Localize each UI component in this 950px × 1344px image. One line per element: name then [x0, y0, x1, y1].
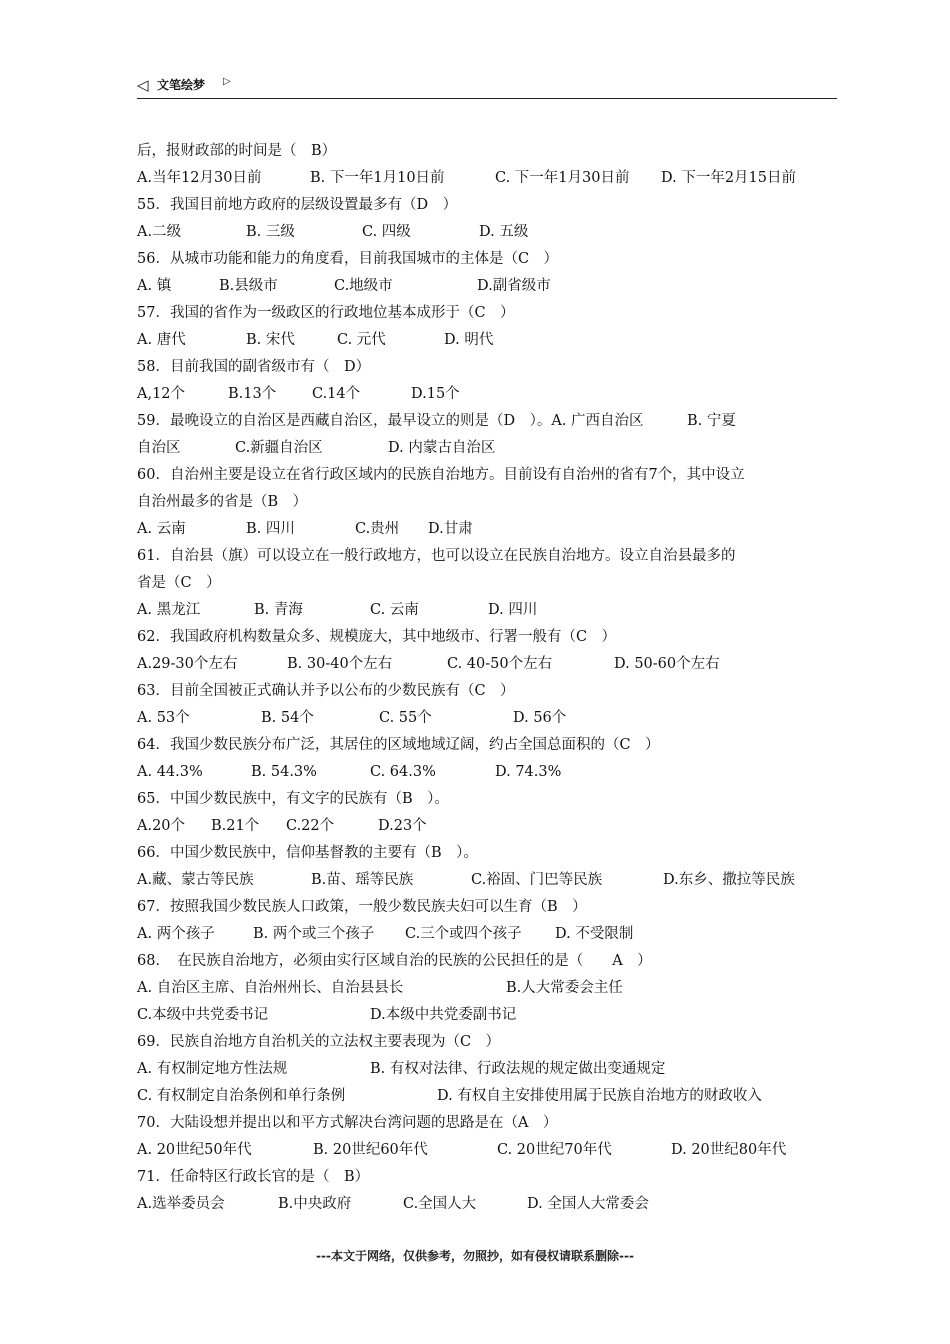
answer-option: B. 四川: [246, 521, 295, 537]
question-line: 65．中国少数民族中，有文字的民族有（B ）。: [137, 791, 449, 807]
question-line: 63．目前全国被正式确认并予以公布的少数民族有（C ）: [137, 683, 515, 699]
answer-option: B. 三级: [246, 224, 295, 240]
answer-option: C.裕固、门巴等民族: [471, 872, 603, 888]
right-triangle-icon: ▷: [223, 76, 231, 87]
options-line: [137, 381, 837, 408]
answer-option: D. 有权自主安排使用属于民族自治地方的财政收入: [437, 1088, 762, 1104]
options-line: [137, 327, 837, 354]
answer-option: A. 有权制定地方性法规: [137, 1061, 288, 1077]
answer-option: B. 54.3%: [251, 764, 317, 780]
answer-option: C.三个或四个孩子: [405, 926, 522, 942]
answer-option: C.全国人大: [403, 1196, 477, 1212]
answer-option: A. 云南: [137, 521, 186, 537]
question-line: 66．中国少数民族中，信仰基督教的主要有（B ）。: [137, 845, 478, 861]
options-line: [137, 516, 837, 543]
answer-option: C. 四级: [362, 224, 411, 240]
answer-option: C.本级中共党委书记: [137, 1007, 269, 1023]
answer-option: B. 54个: [261, 710, 314, 726]
answer-option: A,12个: [137, 386, 186, 402]
answer-option: C. 元代: [337, 332, 386, 348]
answer-option: D. 20世纪80年代: [671, 1142, 787, 1158]
options-line: [137, 813, 837, 840]
options-line: [137, 975, 837, 1002]
options-line: [137, 435, 837, 462]
answer-option: B.人大常委会主任: [506, 980, 623, 996]
answer-option: B. 两个或三个孩子: [253, 926, 375, 942]
answer-option: B. 30-40个左右: [287, 656, 393, 672]
answer-option: A. 镇: [137, 278, 172, 294]
answer-option: B.13个: [228, 386, 277, 402]
answer-option: B. 下一年1月10日前: [310, 170, 445, 186]
question-line: 69．民族自治地方自治机关的立法权主要表现为（C ）: [137, 1034, 501, 1050]
question-line: 62．我国政府机构数量众多、规模庞大，其中地级市、行署一般有（C ）: [137, 629, 617, 645]
options-line: [137, 1137, 837, 1164]
question-line: 70．大陆设想并提出以和平方式解决台湾问题的思路是在（A ）: [137, 1115, 558, 1131]
options-line: [137, 759, 837, 786]
answer-option: C. 有权制定自治条例和单行条例: [137, 1088, 346, 1104]
question-line: 64．我国少数民族分布广泛，其居住的区域地域辽阔，约占全国总面积的（C ）: [137, 737, 660, 753]
options-line: [137, 273, 837, 300]
answer-option: D. 四川: [488, 602, 538, 618]
options-line: [137, 705, 837, 732]
answer-option: D. 明代: [444, 332, 494, 348]
question-line: 59．最晚设立的自治区是西藏自治区，最早设立的则是（D ）。A. 广西自治区 B. 宁夏: [137, 413, 736, 429]
options-line: [137, 651, 837, 678]
options-line: [137, 1002, 837, 1029]
answer-option: D. 50-60个左右: [614, 656, 720, 672]
answer-option: D. 五级: [479, 224, 529, 240]
answer-option: A. 自治区主席、自治州州长、自治县县长: [137, 980, 404, 996]
answer-option: C. 云南: [370, 602, 419, 618]
left-triangle-icon: ◁: [137, 76, 149, 94]
question-line: 省是（C ）: [137, 575, 221, 591]
answer-option: A.藏、蒙古等民族: [137, 872, 254, 888]
answer-option: A.20个: [137, 818, 186, 834]
question-line: 60．自治州主要是设立在省行政区域内的民族自治地方。目前设有自治州的省有7个，其中设立: [137, 467, 745, 483]
answer-option: D. 不受限制: [555, 926, 634, 942]
options-line: [137, 1083, 837, 1110]
answer-option: C. 下一年1月30日前: [495, 170, 630, 186]
answer-option: A.29-30个左右: [137, 656, 238, 672]
question-line: 57．我国的省作为一级政区的行政地位基本成形于（C ）: [137, 305, 515, 321]
options-line: [137, 597, 837, 624]
options-line: [137, 165, 837, 192]
answer-option: D. 全国人大常委会: [527, 1196, 649, 1212]
page-header: [137, 76, 837, 99]
answer-option: D.甘肃: [428, 521, 473, 537]
answer-option: A. 两个孩子: [137, 926, 215, 942]
answer-option: C.22个: [286, 818, 335, 834]
answer-option: A.当年12月30日前: [137, 170, 262, 186]
answer-option: D.23个: [378, 818, 427, 834]
answer-option: C. 55个: [379, 710, 432, 726]
answer-option: A. 44.3%: [137, 764, 203, 780]
options-line: [137, 921, 837, 948]
answer-option: A.选举委员会: [137, 1196, 225, 1212]
options-line: [137, 867, 837, 894]
answer-option: D.本级中共党委副书记: [370, 1007, 517, 1023]
question-list: [137, 138, 837, 1218]
answer-option: A. 53个: [137, 710, 190, 726]
answer-option: 自治区: [137, 440, 181, 456]
question-line: 自治州最多的省是（B ）: [137, 494, 308, 510]
question-line: 67．按照我国少数民族人口政策，一般少数民族夫妇可以生育（B ）: [137, 899, 587, 915]
answer-option: C.新疆自治区: [235, 440, 323, 456]
question-line: 后，报财政部的时间是（ B）: [137, 143, 337, 159]
options-line: [137, 1056, 837, 1083]
answer-option: D. 74.3%: [495, 764, 562, 780]
answer-option: C. 40-50个左右: [447, 656, 553, 672]
answer-option: D.15个: [411, 386, 460, 402]
answer-option: B.中央政府: [278, 1196, 352, 1212]
answer-option: D. 56个: [513, 710, 567, 726]
answer-option: C.14个: [312, 386, 361, 402]
answer-option: D.东乡、撒拉等民族: [663, 872, 795, 888]
answer-option: D. 内蒙古自治区: [388, 440, 496, 456]
options-line: [137, 1191, 837, 1218]
question-line: 55．我国目前地方政府的层级设置最多有（D ）: [137, 197, 458, 213]
answer-option: A. 20世纪50年代: [137, 1142, 252, 1158]
question-line: 56．从城市功能和能力的角度看，目前我国城市的主体是（C ）: [137, 251, 559, 267]
answer-option: C.地级市: [334, 278, 393, 294]
answer-option: C.贵州: [355, 521, 400, 537]
answer-option: B.21个: [211, 818, 260, 834]
answer-option: B. 有权对法律、行政法规的规定做出变通规定: [370, 1061, 666, 1077]
answer-option: B.苗、瑶等民族: [311, 872, 414, 888]
answer-option: D.副省级市: [477, 278, 551, 294]
answer-option: C. 20世纪70年代: [497, 1142, 612, 1158]
answer-option: A.二级: [137, 224, 182, 240]
page-footer: ---本文于网络，仅供参考，勿照抄，如有侵权请联系删除---: [316, 1249, 634, 1263]
answer-option: D. 下一年2月15日前: [661, 170, 797, 186]
question-line: 71．任命特区行政长官的是（ B）: [137, 1169, 370, 1185]
answer-option: B. 青海: [254, 602, 303, 618]
answer-option: B.县级市: [219, 278, 278, 294]
header-title: 文笔绘梦: [157, 78, 206, 92]
answer-option: B. 20世纪60年代: [313, 1142, 428, 1158]
question-line: 61．自治县（旗）可以设立在一般行政地方，也可以设立在民族自治地方。设立自治县最多的: [137, 548, 736, 564]
question-line: 68． 在民族自治地方，必须由实行区域自治的民族的公民担任的是（ A ）: [137, 953, 652, 969]
answer-option: C. 64.3%: [370, 764, 436, 780]
answer-option: A. 唐代: [137, 332, 186, 348]
options-line: [137, 219, 837, 246]
answer-option: B. 宋代: [246, 332, 295, 348]
question-line: 58．目前我国的副省级市有（ D）: [137, 359, 371, 375]
answer-option: A. 黑龙江: [137, 602, 201, 618]
